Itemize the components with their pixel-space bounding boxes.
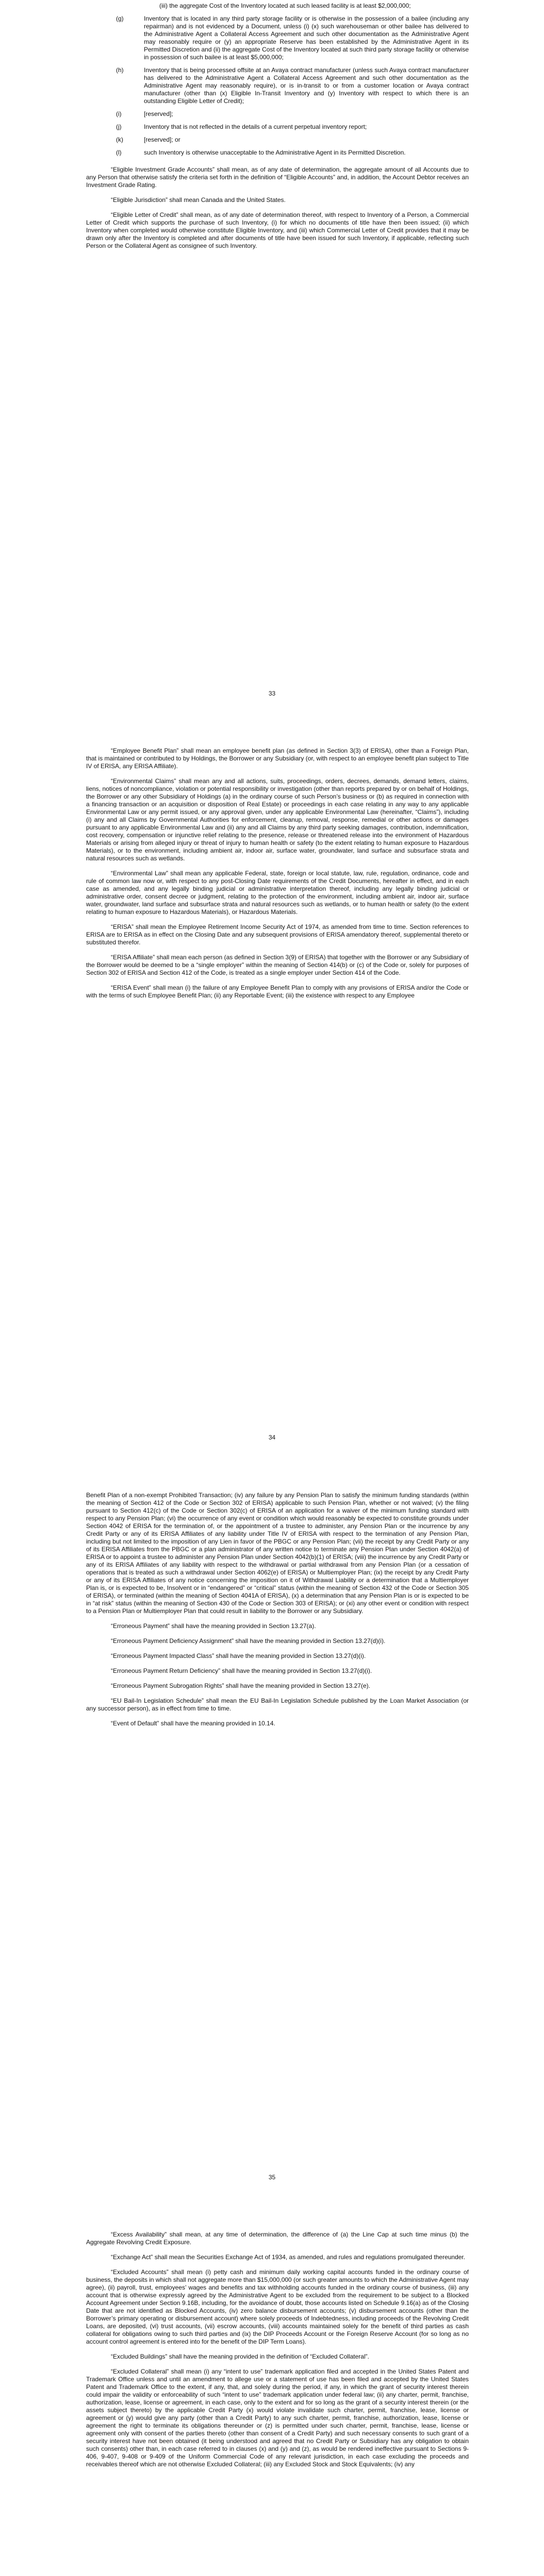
definition-eligible-investment-grade-accounts: “Eligible Investment Grade Accounts” shall mean, as of any date of determination, the aggregate amount of all Accounts due to any Person that otherwise satisfy the criteria set forth in the definition of “Eligible Accounts” and, in addition, the Account Debtor receives an Investment Grade Rating. <box>86 166 469 189</box>
clause-label: (j) <box>116 123 122 130</box>
inventory-subclause-iii: (iii) the aggregate Cost of the Inventory located at such leased facility is at least $2,000,000; <box>159 2 411 9</box>
definition-erroneous-payment-deficiency-assignment: “Erroneous Payment Deficiency Assignment” shall have the meaning provided in Section 13.27(d)(i). <box>111 1637 386 1645</box>
definition-excluded-collateral: “Excluded Collateral” shall mean (i) any “intent to use” trademark application filed and accepted in the United States Patent and Trademark Office unless and until an amendment to allege use or a statement of use has been filed and accepted by the United States Patent and Trademark Office to the extent, if any, that, and solely during the period, if any, in which the grant of security interest therein could impair the validity or enforceability of such “intent to use” trademark application under federal law; (ii) any charter, permit, franchise, authorization, lease, license or agreement, in each case, only to the extent and for so long as the grant of a security interest therein (or the assets subject thereto) by the applicable Credit Party (x) would violate invalidate such charter, permit, franchise, lease, license or agreement or (y) would give any party (other than a Credit Party) to any such charter, permit, franchise, authorization, lease, license or agreement the right to terminate its obligations thereunder or (z) is permitted under such charter, permit, franchise, lease, license or agreement only with consent of the parties thereto (other than consent of a Credit Party) and such necessary consents to such grant of a security interest have not been obtained (it being understood and agreed that no Credit Party or Subsidiary has any obligation to obtain such consents) other than, in each case referred to in clauses (x) and (y) and (z), as would be rendered ineffective pursuant to Sections 9-406, 9-407, 9-408 or 9-409 of the Uniform Commercial Code of any relevant jurisdiction, in each case excluding the proceeds and receivables thereof which are not otherwise Excluded Collateral; (iii) any Excluded Stock and Stock Equivalents; (iv) any <box>86 2368 469 2468</box>
definition-employee-benefit-plan: “Employee Benefit Plan” shall mean an employee benefit plan (as defined in Section 3(3) of ERISA), other than a Foreign Plan, that is maintained or contributed to by Holdings, the Borrower or any Subsidiary (or, with respect to an employee benefit plan subject to Title IV of ERISA, any ERISA Affiliate). <box>86 747 469 770</box>
definition-eligible-letter-of-credit: “Eligible Letter of Credit” shall mean, as of any date of determination thereof, with respect to Inventory of a Person, a Commercial Letter of Credit which supports the purchase of such Inventory, (i) for which no documents of title have then been issued; (ii) which Inventory when completed would otherwise constitute Eligible Inventory, and (iii) which Commercial Letter of Credit provides that it may be drawn only after the Inventory is completed and after documents of title have been issued for such Inventory, if applicable, reflecting such Person or the Collateral Agent as consignee of such Inventory. <box>86 211 469 249</box>
definition-erisa-affiliate: “ERISA Affiliate” shall mean each person (as defined in Section 3(9) of ERISA) that together with the Borrower or any Subsidiary of the Borrower would be deemed to be a “single employer” within the meaning of Section 414(b) or (c) of the Code or, solely for purposes of Section 302 of ERISA and Section 412 of the Code, is treated as a single employer under Section 414 of the Code. <box>86 954 469 976</box>
document-page-33 <box>0 0 544 701</box>
clause-label: (k) <box>116 136 123 143</box>
definition-eligible-jurisdiction: “Eligible Jurisdiction” shall mean Canada and the United States. <box>111 196 286 204</box>
clause-text: Inventory that is located in any third party storage facility or is otherwise in the possession of a bailee (including any repairman) and is not evidenced by a Document, unless (i) (x) such warehouseman or other bailee has delivered to the Administrative Agent a Collateral Access Agreement and such other documentation as the Administrative Agent may reasonably require or (y) an appropriate Reserve has been established by the Administrative Agent in its Permitted Discretion and (ii) the aggregate Cost of the Inventory located at such third party storage facility or otherwise in possession of such bailee is at least $5,000,000; <box>144 15 469 61</box>
definition-environmental-claims: “Environmental Claims” shall mean any and all actions, suits, proceedings, orders, decrees, demands, demand letters, claims, liens, notices of noncompliance, violation or potential responsibility or investigation (other than reports prepared by or on behalf of Holdings, the Borrower or any other Subsidiary of Holdings (a) in the ordinary course of such Person’s business or (b) as required in connection with a financing transaction or an acquisition or disposition of Real Estate) or proceedings in each case relating in any way to any applicable Environmental Law or any permit issued, or any approval given, under any applicable Environmental Law (hereinafter, “Claims”), including (i) any and all Claims by Governmental Authorities for enforcement, cleanup, removal, response, remedial or other actions or damages pursuant to any applicable Environmental Law and (ii) any and all Claims by any third party seeking damages, contribution, indemnification, cost recovery, compensation or injunctive relief relating to the presence, release or threatened release into the environment of Hazardous Materials or arising from alleged injury or threat of injury to human health or safety (to the extent relating to human exposure to Hazardous Materials), or to the environment, including ambient air, indoor air, surface water, groundwater, land surface and subsurface strata and natural resources such as wetlands. <box>86 777 469 862</box>
page-number: 35 <box>268 2174 276 2181</box>
definition-erroneous-payment: “Erroneous Payment” shall have the meaning provided in Section 13.27(a). <box>111 1622 316 1630</box>
inventory-clause-j <box>86 123 469 131</box>
definition-excluded-accounts: “Excluded Accounts” shall mean (i) petty cash and minimum daily working capital accounts funded in the ordinary course of business, the deposits in which shall not aggregate more than $15,000,000 (or such greater amounts to which the Administrative Agent may agree), (ii) payroll, trust, employees’ wages and benefits and tax withholding accounts funded in the ordinary course of business, (iii) any account that is otherwise expressly agreed by the Administrative Agent to be excluded from the requirement to be subject to a Blocked Account Agreement under Section 9.16B, including, for the avoidance of doubt, those accounts listed on Schedule 9.16(a) as of the Closing Date that are not identified as Blocked Accounts, (iv) zero balance disbursement accounts; (v) disbursement accounts (other than the Borrower’s primary operating or disbursement account) where solely proceeds of Indebtedness, including proceeds of the Revolving Credit Loans, are deposited, (vi) trust accounts, (vii) escrow accounts, (viii) accounts maintained solely for the benefit of third parties as cash collateral for obligations owing to such third parties and (ix) the DIP Proceeds Account or the Foreign Reserve Account (for so long as no account control agreement is entered into for the benefit of the DIP Term Loans). <box>86 2268 469 2345</box>
page-number: 34 <box>268 1434 276 1441</box>
definition-erisa: “ERISA” shall mean the Employee Retirement Income Security Act of 1974, as amended from time to time. Section references to ERISA are to ERISA as in effect on the Closing Date and any subsequent provisions of ERISA amendatory thereof, supplemental thereto or substituted therefor. <box>86 923 469 946</box>
definition-exchange-act: “Exchange Act” shall mean the Securities Exchange Act of 1934, as amended, and rules and regulations promulgated thereunder. <box>111 2253 466 2261</box>
definition-environmental-law: “Environmental Law” shall mean any applicable Federal, state, foreign or local statute, law, rule, regulation, ordinance, code and rule of common law now or, with respect to any post-Closing Date requirements of the Credit Documents, hereafter in effect, and in each case as amended, and any legally binding judicial or administrative interpretation thereof, including any legally binding judicial or administrative order, consent decree or judgment, relating to the protection of the environment, including ambient air, indoor air, surface water, groundwater, land surface and subsurface strata and natural resources such as wetlands, or to human health or safety (to the extent relating to human exposure to Hazardous Materials), or Hazardous Materials. <box>86 870 469 916</box>
definition-event-of-default: “Event of Default” shall have the meaning provided in 10.14. <box>111 1720 275 1727</box>
inventory-clause-l <box>86 149 469 157</box>
clause-text: [reserved]; or <box>144 136 180 143</box>
inventory-clause-h <box>86 66 469 105</box>
definition-erroneous-payment-impacted-class: “Erroneous Payment Impacted Class” shall have the meaning provided in Section 13.27(d)(i). <box>111 1652 366 1659</box>
definition-excess-availability: “Excess Availability” shall mean, at any time of determination, the difference of (a) the Line Cap at such time minus (b) the Aggregate Revolving Credit Exposure. <box>86 2231 469 2246</box>
inventory-clause-k <box>86 136 469 144</box>
definition-erisa-event-continued: Benefit Plan of a non-exempt Prohibited Transaction; (iv) any failure by any Pension Plan to satisfy the minimum funding standards (within the meaning of Section 412 of the Code or Section 302 of ERISA) applicable to such Pension Plan, whether or not waived; (v) the filing pursuant to Section 412(c) of the Code or Section 302(c) of ERISA of an application for a waiver of the minimum funding standard with respect to any Pension Plan; (vi) the occurrence of any event or condition which would reasonably be expected to constitute grounds under Section 4042 of ERISA for the termination of, or the appointment of a trustee to administer, any Pension Plan or the incurrence by any Credit Party or any of its ERISA Affiliates of any liability under Title IV of ERISA with respect to the termination of any Pension Plan, including but not limited to the imposition of any Lien in favor of the PBGC or any Pension Plan; (vii) the receipt by any Credit Party or any of its ERISA Affiliates from the PBGC or a plan administrator of any written notice to terminate any Pension Plan under Section 4042(a) of ERISA or to appoint a trustee to administer any Pension Plan under Section 4042(b)(1) of ERISA; (viii) the incurrence by any Credit Party or any of its ERISA Affiliates of any liability with respect to the withdrawal or partial withdrawal from any Pension Plan (or a cessation of operations that is treated as such a withdrawal under Section 4062(e) of ERISA) or Multiemployer Plan; (ix) the receipt by any Credit Party or any of its ERISA Affiliates of any notice concerning the imposition on it of Withdrawal Liability or a determination that a Multiemployer Plan is, or is expected to be, Insolvent or in “endangered” or “critical” status (within the meaning of Section 432 of the Code or Section 305 of ERISA), or terminated (within the meaning of Section 4041A of ERISA), (x) a determination that any Pension Plan is or is expected to be in “at risk” status (within the meaning of Section 430 of the Code or Section 303 of ERISA); or (xi) any other event or condition with respect to a Pension Plan or Multiemployer Plan that could result in liability to the Borrower or any Subsidiary. <box>86 1492 469 1615</box>
definition-erroneous-payment-subrogation-rights: “Erroneous Payment Subrogation Rights” shall have the meaning provided in Section 13.27(e). <box>111 1682 370 1689</box>
clause-text: Inventory that is being processed offsite at an Avaya contract manufacturer (unless such Avaya contract manufacturer has delivered to the Administrative Agent a Collateral Access Agreement and such other documentation as the Administrative Agent may reasonably require), or is in-transit to or from a customer location or Avaya contract manufacturer (other than (x) Eligible In-Transit Inventory and (y) Inventory with respect to which there is an outstanding Eligible Letter of Credit); <box>144 66 469 105</box>
document-page-35 <box>0 1492 544 2192</box>
definition-erroneous-payment-return-deficiency: “Erroneous Payment Return Deficiency” shall have the meaning provided in Section 13.27(d)(i). <box>111 1667 372 1674</box>
clause-label: (g) <box>116 15 124 22</box>
clause-text: Inventory that is not reflected in the details of a current perpetual inventory report; <box>144 123 367 130</box>
clause-label: (i) <box>116 110 122 117</box>
document-page-36 <box>0 2231 544 2576</box>
clause-label: (h) <box>116 66 124 74</box>
clause-label: (l) <box>116 149 122 156</box>
definition-erisa-event: “ERISA Event” shall mean (i) the failure of any Employee Benefit Plan to comply with any provisions of ERISA and/or the Code or with the terms of such Employee Benefit Plan; (ii) any Reportable Event; (iii) the existence with respect to any Employee <box>86 984 469 999</box>
inventory-clause-g <box>86 15 469 61</box>
definition-excluded-buildings: “Excluded Buildings” shall have the meaning provided in the definition of “Excluded Collateral”. <box>111 2353 369 2360</box>
definition-eu-bail-in-legislation-schedule: “EU Bail-In Legislation Schedule” shall mean the EU Bail-In Legislation Schedule published by the Loan Market Association (or any successor person), as in effect from time to time. <box>86 1697 469 1712</box>
clause-text: [reserved]; <box>144 110 173 117</box>
document-page-34 <box>0 747 544 1448</box>
clause-text: such Inventory is otherwise unacceptable to the Administrative Agent in its Permitted Discretion. <box>144 149 406 156</box>
inventory-clause-i <box>86 110 469 118</box>
page-number: 33 <box>268 690 276 697</box>
